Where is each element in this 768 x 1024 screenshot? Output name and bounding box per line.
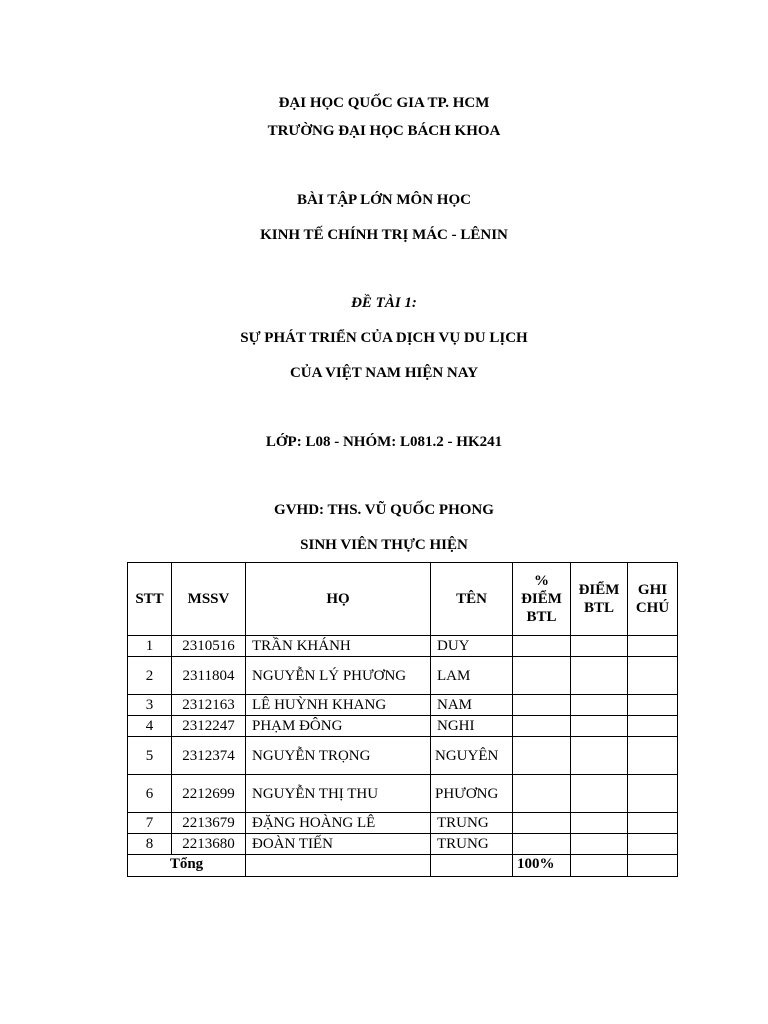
topic-line-1: SỰ PHÁT TRIỂN CỦA DỊCH VỤ DU LỊCH <box>240 330 528 346</box>
cell-note <box>628 716 678 737</box>
cell-mssv: 2312247 <box>172 716 246 737</box>
cell-percent <box>513 775 571 813</box>
cell-ho: TRẦN KHÁNH <box>246 636 431 657</box>
header-mssv: MSSV <box>172 563 246 636</box>
cell-note <box>628 855 678 877</box>
cell-ten: NAM <box>431 695 513 716</box>
university-name: ĐẠI HỌC QUỐC GIA TP. HCM <box>278 95 490 111</box>
cell-mssv: 2311804 <box>172 657 246 695</box>
cell-score <box>571 657 628 695</box>
advisor: GVHD: THS. VŨ QUỐC PHONG <box>274 502 494 518</box>
cell-score <box>571 716 628 737</box>
cell-mssv: 2213680 <box>172 834 246 855</box>
cell-percent <box>513 657 571 695</box>
cell-ten: LAM <box>431 657 513 695</box>
cell-score <box>571 775 628 813</box>
cell-score <box>571 695 628 716</box>
total-label: Tổng <box>128 855 246 877</box>
cell-stt: 3 <box>128 695 172 716</box>
class-info: LỚP: L08 - NHÓM: L081.2 - HK241 <box>265 434 503 450</box>
cell-percent <box>513 636 571 657</box>
cell-ten: PHƯƠNG <box>431 775 513 813</box>
cell-note <box>628 657 678 695</box>
cell-percent <box>513 813 571 834</box>
cell-stt: 8 <box>128 834 172 855</box>
cell-percent <box>513 695 571 716</box>
table-row <box>128 636 678 657</box>
cell-ten: DUY <box>431 636 513 657</box>
header-note: GHI CHÚ <box>628 563 678 636</box>
cell-ho: NGUYỄN THỊ THU <box>246 775 431 813</box>
cell-stt: 5 <box>128 737 172 775</box>
cell-score <box>571 737 628 775</box>
header-score: ĐIỂM BTL <box>571 563 628 636</box>
cell-mssv: 2310516 <box>172 636 246 657</box>
table-row <box>128 737 678 775</box>
cell-percent <box>513 716 571 737</box>
header-percent: % ĐIỂM BTL <box>513 563 571 636</box>
cell-ho: PHẠM ĐÔNG <box>246 716 431 737</box>
cell-ho: NGUYỄN TRỌNG <box>246 737 431 775</box>
cell-mssv: 2312374 <box>172 737 246 775</box>
students-heading: SINH VIÊN THỰC HIỆN <box>300 537 468 553</box>
subject-title: KINH TẾ CHÍNH TRỊ MÁC - LÊNIN <box>260 227 508 243</box>
cell-ho <box>246 855 431 877</box>
topic-label: ĐỀ TÀI 1: <box>351 295 417 311</box>
cell-ho: NGUYỄN LÝ PHƯƠNG <box>246 657 431 695</box>
header-ten: TÊN <box>431 563 513 636</box>
cell-ho: ĐẶNG HOÀNG LÊ <box>246 813 431 834</box>
cell-ten <box>431 855 513 877</box>
header-ho: HỌ <box>246 563 431 636</box>
table-row <box>128 834 678 855</box>
cell-ten: NGHI <box>431 716 513 737</box>
table-total-row <box>128 855 678 877</box>
cell-stt: 2 <box>128 657 172 695</box>
cell-mssv: 2212699 <box>172 775 246 813</box>
table-row <box>128 657 678 695</box>
cell-score <box>571 636 628 657</box>
cell-ho: LÊ HUỲNH KHANG <box>246 695 431 716</box>
cell-mssv: 2312163 <box>172 695 246 716</box>
table-row <box>128 716 678 737</box>
cell-score <box>571 834 628 855</box>
cell-stt: 6 <box>128 775 172 813</box>
cell-stt: 4 <box>128 716 172 737</box>
total-percent: 100% <box>513 855 571 877</box>
cell-ten: TRUNG <box>431 834 513 855</box>
header-stt: STT <box>128 563 172 636</box>
cell-note <box>628 834 678 855</box>
student-table <box>127 562 678 877</box>
assignment-title: BÀI TẬP LỚN MÔN HỌC <box>297 192 471 208</box>
table-row <box>128 695 678 716</box>
school-name: TRƯỜNG ĐẠI HỌC BÁCH KHOA <box>267 123 501 139</box>
table-row <box>128 813 678 834</box>
cell-note <box>628 695 678 716</box>
topic-line-2: CỦA VIỆT NAM HIỆN NAY <box>289 365 479 381</box>
cell-score <box>571 855 628 877</box>
cell-mssv: 2213679 <box>172 813 246 834</box>
cell-note <box>628 813 678 834</box>
cell-ho: ĐOÀN TIẾN <box>246 834 431 855</box>
cell-stt: 1 <box>128 636 172 657</box>
cell-percent <box>513 834 571 855</box>
cell-score <box>571 813 628 834</box>
table-header-row <box>128 563 678 636</box>
cell-note <box>628 737 678 775</box>
cell-note <box>628 636 678 657</box>
cell-percent <box>513 737 571 775</box>
table-row <box>128 775 678 813</box>
cell-ten: TRUNG <box>431 813 513 834</box>
cell-note <box>628 775 678 813</box>
cell-ten: NGUYÊN <box>431 737 513 775</box>
cell-stt: 7 <box>128 813 172 834</box>
